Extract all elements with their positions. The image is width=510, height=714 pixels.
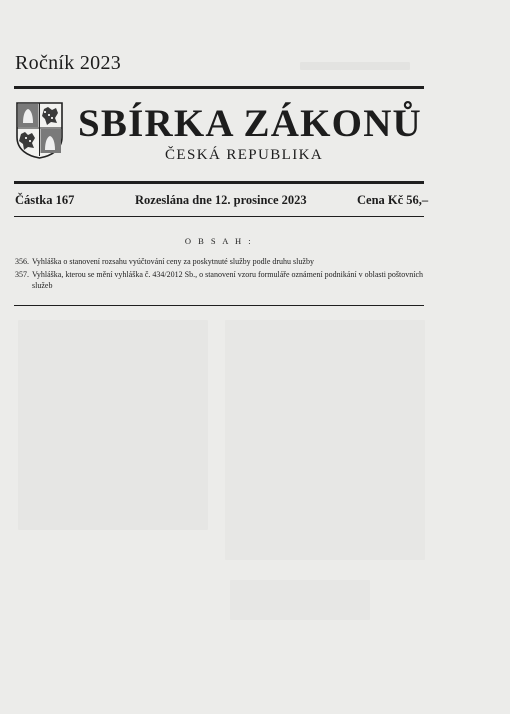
top-rule <box>14 86 424 89</box>
contents-item-title: Vyhláška, kterou se mění vyhláška č. 434/2012 Sb., o stanovení vzoru formuláře oznámení podnikání v oblasti poštovních služeb <box>32 270 424 290</box>
czech-coat-of-arms-icon <box>15 101 64 159</box>
contents-top-rule <box>14 216 424 217</box>
contents-list <box>15 256 425 293</box>
gazette-subtitle: ČESKÁ REPUBLIKA <box>165 147 324 163</box>
issue-distribution-date: Rozeslána dne 12. prosince 2023 <box>135 193 307 207</box>
bleed-through-column-left <box>18 320 208 530</box>
header-bottom-rule <box>14 181 424 184</box>
bleed-through-column-right <box>225 320 425 560</box>
issue-price: Cena Kč 56,– <box>357 193 429 207</box>
contents-bottom-rule <box>14 305 424 306</box>
bleed-through-text <box>300 62 410 70</box>
contents-heading: O B S A H : <box>184 236 254 246</box>
contents-item[interactable] <box>15 256 425 267</box>
bleed-through-footer <box>230 580 370 620</box>
contents-item-number: 356. <box>15 257 29 266</box>
gazette-title: SBÍRKA ZÁKONŮ <box>78 102 422 145</box>
contents-item[interactable] <box>15 269 425 291</box>
contents-item-title: Vyhláška o stanovení rozsahu vyúčtování ceny za poskytnuté služby podle druhu služby <box>32 257 314 266</box>
issue-part: Částka 167 <box>15 193 75 207</box>
contents-item-number: 357. <box>15 270 29 279</box>
volume-year: Ročník 2023 <box>15 52 122 74</box>
